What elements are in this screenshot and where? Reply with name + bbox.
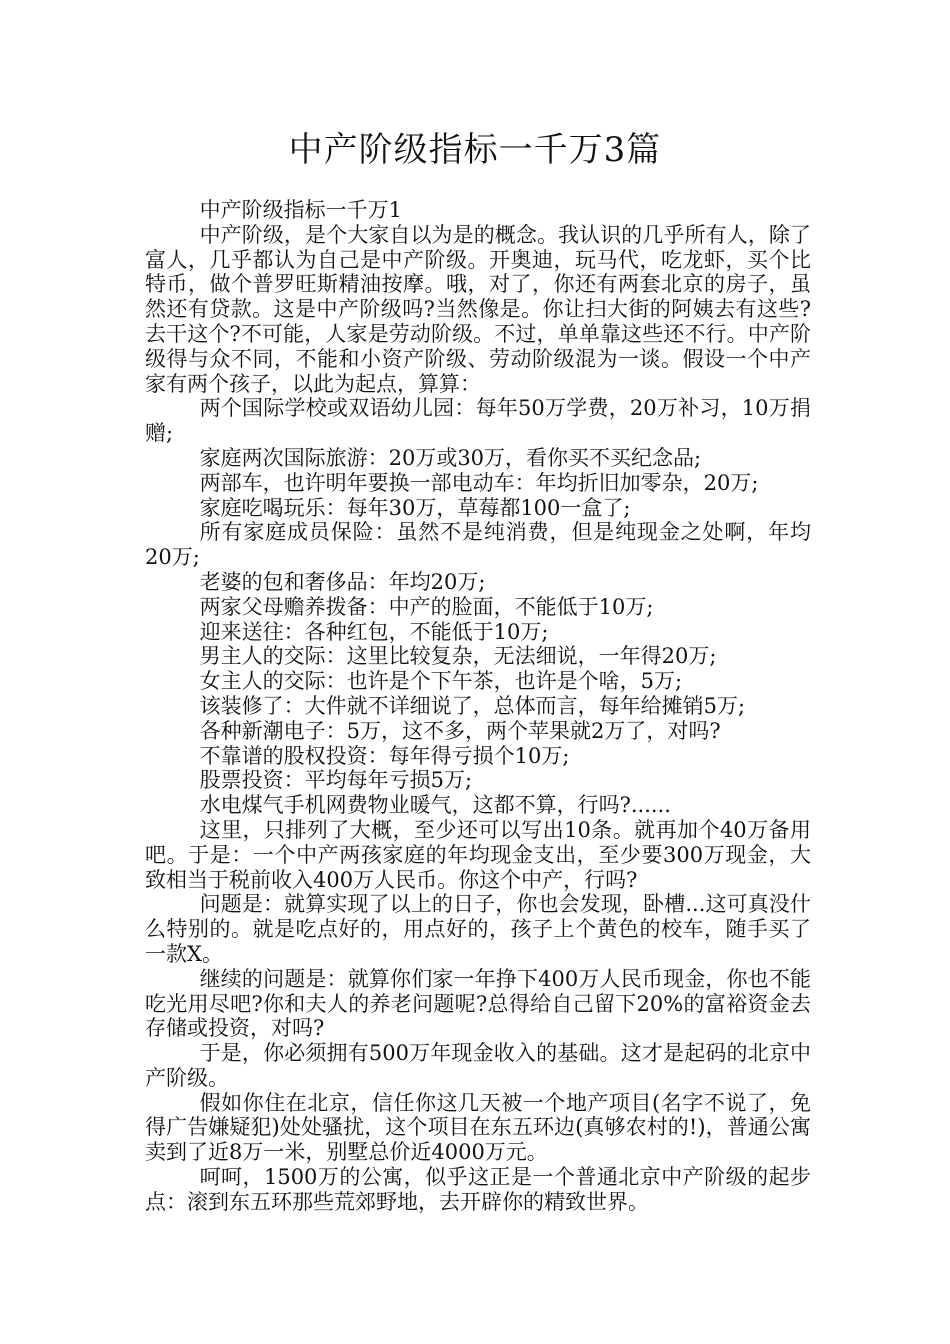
list-item: 该装修了：大件就不详细说了，总体而言，每年给摊销5万; xyxy=(199,693,746,718)
paragraph: 这里，只排列了大概，至少还可以写出10条。就再加个40万备用吧。于是：一个中产两孩家庭的年均现金支出，至少要300万现金，大致相当于税前收入400万人民币。你这个中产，行吗? xyxy=(145,817,811,892)
list-item: 迎来送往：各种红包，不能低于10万; xyxy=(199,619,549,644)
list-item: 家庭吃喝玩乐：每年30万，草莓都100一盒了; xyxy=(199,495,631,520)
paragraph: 中产阶级，是个大家自以为是的概念。我认识的几乎所有人，除了富人，几乎都认为自己是中产阶级。开奥迪，玩马代，吃龙虾，买个比特币，做个普罗旺斯精油按摩。哦，对了，你还有两套北京的房子，虽然还有贷款。这是中产阶级吗?当然像是。你让扫大街的阿姨去有这些?去干这个?不可能，人家是劳动阶级。不过，单单靠这些还不行。中产阶级得与众不同，不能和小资产阶级、劳动阶级混为一谈。假设一个中产家有两个孩子，以此为起点，算算： xyxy=(145,222,811,396)
document-body xyxy=(145,198,811,1215)
list-item: 不靠谱的股权投资：每年得亏损个10万; xyxy=(199,743,570,768)
list-item: 老婆的包和奢侈品：年均20万; xyxy=(199,569,486,594)
section-heading: 中产阶级指标一千万1 xyxy=(199,198,402,222)
paragraph: 继续的问题是：就算你们家一年挣下400万人民币现金，你也不能吃光用尽吧?你和夫人的养老问题呢?总得给自己留下20%的富裕资金去存储或投资，对吗? xyxy=(145,966,811,1041)
list-item: 两部车，也许明年要换一部电动车：年均折旧加零杂，20万; xyxy=(199,470,759,495)
list-item: 水电煤气手机网费物业暖气，这都不算，行吗?...... xyxy=(199,793,671,818)
list-item: 股票投资：平均每年亏损5万; xyxy=(199,768,473,793)
list-item: 女主人的交际：也许是个下午茶，也许是个啥，5万; xyxy=(199,669,683,694)
list-item: 家庭两次国际旅游：20万或30万，看你买不买纪念品; xyxy=(199,445,702,470)
paragraph: 呵呵，1500万的公寓，似乎这正是一个普通北京中产阶级的起步点：滚到东五环那些荒郊野地，去开辟你的精致世界。 xyxy=(145,1165,811,1214)
list-item: 两家父母赡养拨备：中产的脸面，不能低于10万; xyxy=(199,594,654,619)
list-item: 所有家庭成员保险：虽然不是纯消费，但是纯现金之处啊，年均20万; xyxy=(145,520,811,570)
list-item: 各种新潮电子：5万，这不多，两个苹果就2万了，对吗? xyxy=(199,718,721,743)
paragraph: 于是，你必须拥有500万年现金收入的基础。这才是起码的北京中产阶级。 xyxy=(145,1041,811,1090)
paragraph: 问题是：就算实现了以上的日子，你也会发现，卧槽...这可真没什么特别的。就是吃点好的，用点好的，孩子上个黄色的校车，随手买了一款X。 xyxy=(145,892,811,966)
list-item: 男主人的交际：这里比较复杂，无法细说，一年得20万; xyxy=(199,644,717,669)
list-item: 两个国际学校或双语幼儿园：每年50万学费，20万补习，10万捐赠; xyxy=(145,396,811,446)
paragraph: 假如你住在北京，信任你这几天被一个地产项目(名字不说了，免得广告嫌疑犯)处处骚扰，这个项目在东五环边(真够农村的!)，普通公寓卖到了近8万一米，别墅总价近4000万元。 xyxy=(145,1090,811,1165)
document-title: 中产阶级指标一千万3篇 xyxy=(288,130,662,170)
